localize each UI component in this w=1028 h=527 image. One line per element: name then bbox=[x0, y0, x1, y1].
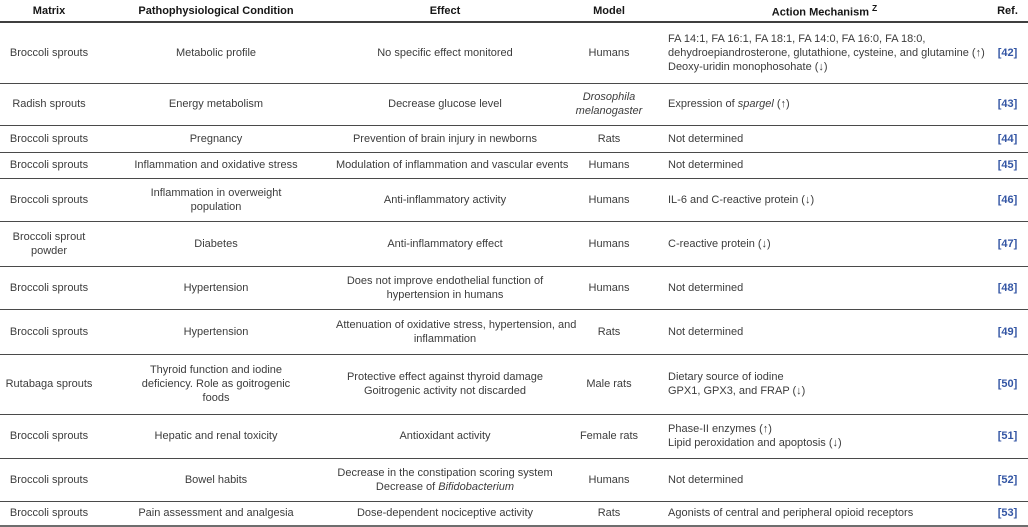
cell-line: Thyroid function and iodine bbox=[149, 364, 283, 376]
cell-line: Humans bbox=[588, 473, 630, 486]
cell-line: Not determined bbox=[668, 132, 744, 145]
cell-condition bbox=[98, 266, 334, 309]
cell-line: Hepatic and renal toxicity bbox=[154, 430, 278, 442]
table-row bbox=[0, 178, 1028, 221]
cell-line: Humans bbox=[588, 281, 630, 294]
cell-line: Protective effect against thyroid damage bbox=[346, 371, 544, 383]
ref-link[interactable]: [43] bbox=[997, 98, 1018, 110]
cell-matrix bbox=[0, 178, 98, 221]
cell-matrix bbox=[0, 152, 98, 178]
cell-effect bbox=[334, 414, 556, 458]
table-row bbox=[0, 22, 1028, 83]
cell-matrix bbox=[0, 501, 98, 526]
cell-ref bbox=[987, 354, 1028, 414]
table-row bbox=[0, 83, 1028, 125]
cell-matrix bbox=[0, 83, 98, 125]
cell-line: Male rats bbox=[586, 378, 632, 390]
cell-line: Broccoli sprout bbox=[12, 230, 86, 243]
cell-mechanism bbox=[662, 125, 987, 152]
cell-line: Not determined bbox=[668, 473, 744, 486]
cell-line: Inflammation in overweight bbox=[150, 186, 282, 199]
cell-line: dehydroepiandrosterone, glutathione, cysteine, and glutamine (↑) bbox=[668, 46, 985, 59]
cell-line: Goitrogenic activity not discarded bbox=[363, 385, 527, 397]
ref-link[interactable]: [50] bbox=[997, 378, 1018, 390]
cell-line: Dose-dependent nociceptive activity bbox=[356, 507, 534, 520]
cell-line: Hypertension bbox=[183, 325, 249, 338]
cell-model bbox=[556, 22, 662, 83]
cell-line: powder bbox=[30, 244, 68, 257]
cell-line: Radish sprouts bbox=[12, 98, 86, 110]
cell-line: Drosophila bbox=[582, 91, 636, 103]
cell-ref bbox=[987, 309, 1028, 354]
col-header-action-mechanism bbox=[662, 0, 987, 22]
cell-line: inflammation bbox=[413, 332, 477, 345]
cell-line: Decrease in the constipation scoring system bbox=[337, 466, 553, 479]
cell-line: C-reactive protein (↓) bbox=[668, 237, 771, 250]
cell-mechanism bbox=[662, 178, 987, 221]
cell-line: Phase-II enzymes (↑) bbox=[668, 423, 772, 435]
cell-model bbox=[556, 221, 662, 266]
ref-link[interactable]: [46] bbox=[997, 193, 1018, 206]
col-header-ref: Ref. bbox=[987, 0, 1028, 22]
cell-ref bbox=[987, 178, 1028, 221]
cell-line: Anti-inflammatory activity bbox=[383, 193, 507, 206]
cell-model bbox=[556, 178, 662, 221]
cell-mechanism bbox=[662, 309, 987, 354]
table-row bbox=[0, 221, 1028, 266]
cell-mechanism bbox=[662, 83, 987, 125]
cell-condition bbox=[98, 501, 334, 526]
col-header-model: Model bbox=[556, 0, 662, 22]
cell-line: Broccoli sprouts bbox=[9, 473, 89, 486]
cell-line: Lipid peroxidation and apoptosis (↓) bbox=[668, 437, 842, 449]
ref-link[interactable]: [51] bbox=[997, 430, 1018, 442]
cell-ref bbox=[987, 266, 1028, 309]
cell-model bbox=[556, 309, 662, 354]
cell-line: Metabolic profile bbox=[175, 46, 257, 59]
cell-ref bbox=[987, 221, 1028, 266]
cell-effect bbox=[334, 83, 556, 125]
cell-ref bbox=[987, 125, 1028, 152]
cell-matrix bbox=[0, 266, 98, 309]
cell-line: Not determined bbox=[668, 281, 744, 294]
cell-line: foods bbox=[202, 392, 230, 404]
cell-line: IL-6 and C-reactive protein (↓) bbox=[668, 193, 815, 206]
ref-link[interactable]: [45] bbox=[997, 159, 1018, 171]
cell-model bbox=[556, 83, 662, 125]
cell-line: FA 14:1, FA 16:1, FA 18:1, FA 14:0, FA 16:0, FA 18:0, bbox=[668, 32, 926, 45]
cell-line: Attenuation of oxidative stress, hypertension, and bbox=[336, 318, 577, 331]
table-header-row bbox=[0, 0, 1028, 22]
col-header-action-mechanism-label: Action Mechanism bbox=[771, 6, 869, 19]
table-row bbox=[0, 125, 1028, 152]
col-header-pathophysiological-condition: Pathophysiological Condition bbox=[98, 0, 334, 22]
cell-effect bbox=[334, 178, 556, 221]
cell-line: Deoxy-uridin monophosohate (↓) bbox=[668, 60, 828, 73]
cell-line: Humans bbox=[588, 159, 630, 171]
cell-ref bbox=[987, 83, 1028, 125]
cell-condition bbox=[98, 152, 334, 178]
cell-condition bbox=[98, 83, 334, 125]
cell-line: Broccoli sprouts bbox=[9, 46, 89, 59]
table-row bbox=[0, 309, 1028, 354]
table-row bbox=[0, 458, 1028, 501]
cell-line: Antioxidant activity bbox=[399, 430, 491, 442]
cell-effect bbox=[334, 221, 556, 266]
cell-effect bbox=[334, 22, 556, 83]
cell-mechanism bbox=[662, 152, 987, 178]
cell-line: Hypertension bbox=[183, 281, 249, 294]
cell-mechanism bbox=[662, 22, 987, 83]
cell-model bbox=[556, 501, 662, 526]
cell-model bbox=[556, 266, 662, 309]
cell-effect bbox=[334, 125, 556, 152]
cell-line: Expression of spargel (↑) bbox=[668, 98, 790, 110]
cell-line: Bowel habits bbox=[184, 473, 248, 486]
cell-line: Rats bbox=[597, 507, 621, 520]
cell-ref bbox=[987, 501, 1028, 526]
cell-effect bbox=[334, 266, 556, 309]
cell-line: Rats bbox=[597, 132, 621, 145]
col-header-effect: Effect bbox=[334, 0, 556, 22]
table-row bbox=[0, 152, 1028, 178]
cell-mechanism bbox=[662, 501, 987, 526]
cell-line: Decrease of Bifidobacterium bbox=[375, 480, 515, 493]
cell-matrix bbox=[0, 414, 98, 458]
cell-matrix bbox=[0, 354, 98, 414]
cell-line: population bbox=[190, 200, 242, 213]
col-header-matrix: Matrix bbox=[0, 0, 98, 22]
cell-matrix bbox=[0, 221, 98, 266]
cell-line: Prevention of brain injury in newborns bbox=[352, 132, 538, 145]
cell-line: No specific effect monitored bbox=[377, 46, 513, 59]
cell-line: Broccoli sprouts bbox=[9, 132, 89, 145]
cell-condition bbox=[98, 178, 334, 221]
cell-condition bbox=[98, 22, 334, 83]
footnote-marker-z: Z bbox=[871, 2, 878, 13]
cell-model bbox=[556, 354, 662, 414]
cell-line: Broccoli sprouts bbox=[9, 281, 89, 294]
cell-line: Rutabaga sprouts bbox=[5, 378, 93, 390]
cell-line: Dietary source of iodine bbox=[668, 371, 784, 383]
cell-mechanism bbox=[662, 221, 987, 266]
cell-line: Does not improve endothelial function of bbox=[346, 274, 544, 287]
cell-line: Agonists of central and peripheral opioid receptors bbox=[668, 507, 914, 520]
table-row bbox=[0, 266, 1028, 309]
cell-line: Broccoli sprouts bbox=[9, 430, 89, 442]
cell-mechanism bbox=[662, 354, 987, 414]
cell-model bbox=[556, 152, 662, 178]
cell-condition bbox=[98, 309, 334, 354]
cell-line: GPX1, GPX3, and FRAP (↓) bbox=[668, 385, 806, 397]
cell-line: Not determined bbox=[668, 159, 744, 171]
cell-line: Broccoli sprouts bbox=[9, 193, 89, 206]
cell-line: Modulation of inflammation and vascular events bbox=[336, 159, 569, 171]
cell-matrix bbox=[0, 309, 98, 354]
cell-condition bbox=[98, 354, 334, 414]
cell-line: Inflammation and oxidative stress bbox=[134, 159, 298, 171]
ref-link[interactable]: [52] bbox=[997, 473, 1018, 486]
cell-effect bbox=[334, 501, 556, 526]
ref-link[interactable]: [48] bbox=[997, 281, 1018, 294]
cell-condition bbox=[98, 414, 334, 458]
table-body bbox=[0, 22, 1028, 526]
cell-line: Pain assessment and analgesia bbox=[138, 507, 294, 520]
cell-condition bbox=[98, 458, 334, 501]
cell-model bbox=[556, 414, 662, 458]
cell-line: Not determined bbox=[668, 325, 744, 338]
cell-line: Broccoli sprouts bbox=[9, 325, 89, 338]
ref-link[interactable]: [49] bbox=[997, 325, 1018, 338]
ref-link[interactable]: [53] bbox=[997, 507, 1018, 520]
cell-line: Humans bbox=[588, 193, 630, 206]
cell-line: Broccoli sprouts bbox=[9, 507, 89, 520]
cell-ref bbox=[987, 152, 1028, 178]
cell-line: Decrease glucose level bbox=[388, 98, 502, 110]
cell-matrix bbox=[0, 125, 98, 152]
cell-ref bbox=[987, 458, 1028, 501]
cell-line: Diabetes bbox=[194, 237, 238, 250]
cell-line: Pregnancy bbox=[189, 132, 243, 145]
cell-line: Female rats bbox=[579, 430, 639, 442]
cell-line: Humans bbox=[588, 46, 630, 59]
cell-line: Humans bbox=[588, 237, 630, 250]
cell-condition bbox=[98, 221, 334, 266]
cell-matrix bbox=[0, 458, 98, 501]
cell-effect bbox=[334, 152, 569, 178]
table-row bbox=[0, 354, 1028, 414]
cell-ref bbox=[987, 22, 1028, 83]
cell-line: Anti-inflammatory effect bbox=[387, 237, 503, 250]
cell-line: melanogaster bbox=[575, 105, 643, 117]
cell-line: Energy metabolism bbox=[168, 98, 264, 110]
table-row bbox=[0, 414, 1028, 458]
cell-line: deficiency. Role as goitrogenic bbox=[141, 378, 291, 390]
cell-ref bbox=[987, 414, 1028, 458]
ref-link[interactable]: [44] bbox=[997, 132, 1018, 145]
cell-model bbox=[556, 458, 662, 501]
cell-mechanism bbox=[662, 414, 987, 458]
ref-link[interactable]: [42] bbox=[997, 46, 1018, 59]
cell-effect bbox=[334, 458, 556, 501]
table-row bbox=[0, 501, 1028, 526]
cell-line: Broccoli sprouts bbox=[9, 159, 89, 171]
cell-model bbox=[556, 125, 662, 152]
cell-effect bbox=[334, 309, 577, 354]
cell-mechanism bbox=[662, 458, 987, 501]
cell-effect bbox=[334, 354, 556, 414]
cell-line: hypertension in humans bbox=[386, 288, 504, 301]
ref-link[interactable]: [47] bbox=[997, 237, 1018, 250]
cell-matrix bbox=[0, 22, 98, 83]
cell-condition bbox=[98, 125, 334, 152]
cell-line: Rats bbox=[597, 325, 621, 338]
cell-mechanism bbox=[662, 266, 987, 309]
